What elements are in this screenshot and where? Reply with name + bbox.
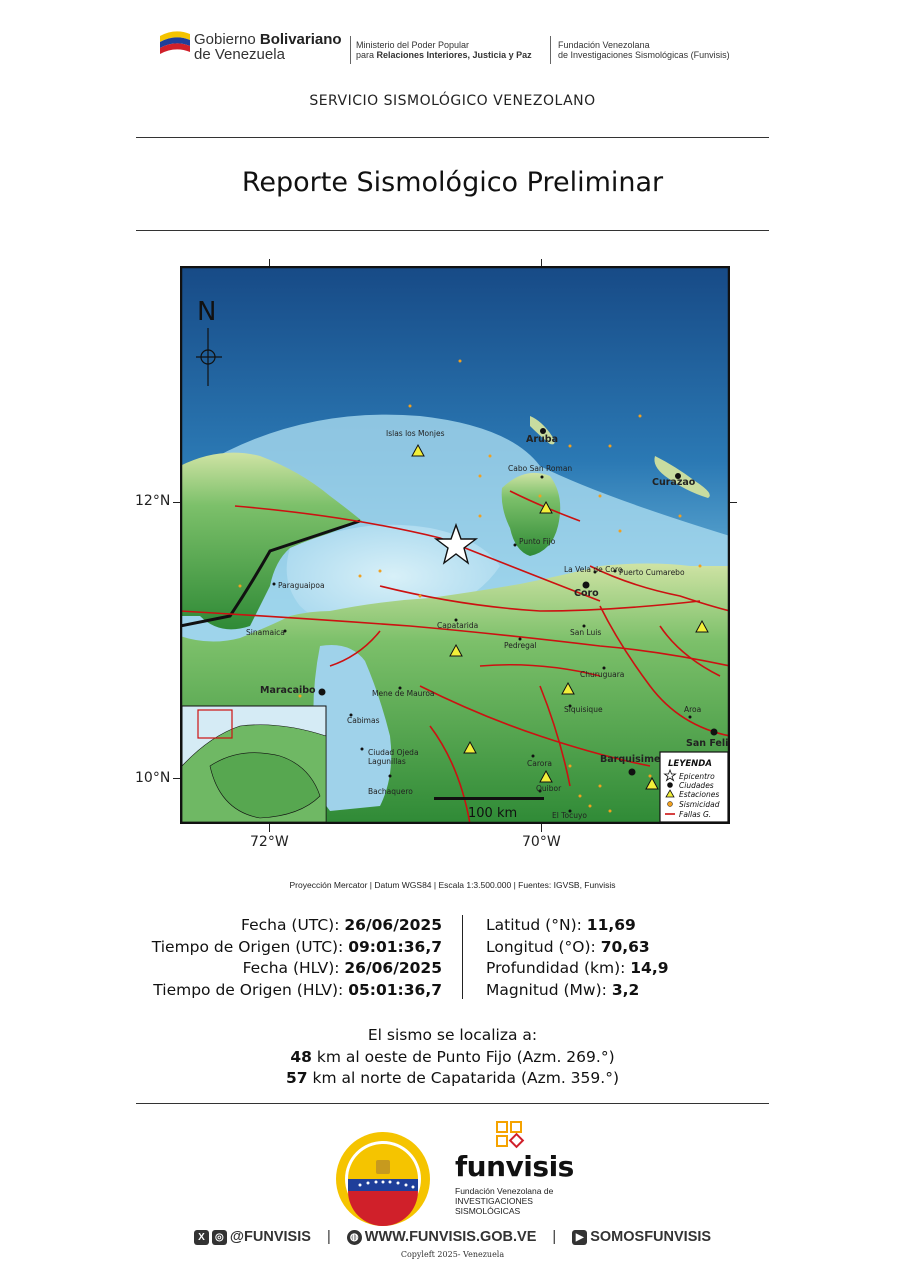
divider-top (136, 137, 769, 138)
divider-footer (136, 1103, 769, 1104)
youtube-link[interactable]: SOMOSFUNVISIS (590, 1229, 712, 1246)
header-divider (350, 36, 351, 64)
location-details (486, 915, 786, 1001)
label-la-vela: La Vela de Coro (564, 565, 623, 574)
latitud-value: 11,69 (586, 916, 636, 934)
inset-map (182, 706, 326, 822)
row-profundidad (486, 958, 786, 980)
tick-70w-bottom (541, 824, 542, 832)
legend-seismicity-icon (668, 802, 673, 807)
ref2-distance: 57 (286, 1069, 308, 1087)
youtube-icon[interactable]: ▶ (572, 1230, 587, 1245)
social-handle-link[interactable]: @FUNVISIS (229, 1229, 311, 1246)
ministry-line1: Ministerio del Poder Popular (356, 40, 470, 50)
label-islas-monjes: Islas los Monjes (386, 429, 445, 438)
lon-label-72w: 72°W (250, 834, 289, 850)
row-fecha-utc (100, 915, 442, 937)
foundation-line2: de Investigaciones Sismológicas (Funvisis) (558, 50, 730, 60)
profundidad-label: Profundidad (km): (486, 959, 631, 977)
label-capatarida: Capatarida (437, 621, 479, 630)
label-san-luis: San Luis (570, 628, 602, 637)
label-mene-mauroa: Mene de Mauroa (372, 689, 435, 698)
label-pedregal: Pedregal (504, 641, 537, 650)
label-curazao: Curazao (652, 477, 696, 488)
legend-item-sismicidad: Sismicidad (679, 800, 720, 809)
label-paraguaipoa: Paraguaipoa (278, 581, 325, 590)
details-divider (462, 915, 463, 999)
label-cabo-san-roman: Cabo San Roman (508, 464, 573, 473)
label-carora: Carora (527, 759, 553, 768)
label-el-tocuyo: El Tocuyo (552, 811, 588, 820)
ref1-distance: 48 (290, 1047, 312, 1066)
fecha-utc-label: Fecha (UTC): (241, 916, 345, 934)
row-fecha-hlv (100, 958, 442, 980)
government-name (194, 32, 342, 62)
ref2-text: km al norte de Capatarida (Azm. 359.°) (307, 1069, 619, 1087)
location-ref-2 (0, 1068, 905, 1090)
seismic-map (180, 266, 730, 824)
label-lagunillas: Lagunillas (368, 757, 406, 766)
funvisis-squares-icon (493, 1120, 529, 1152)
label-cabimas: Cabimas (347, 716, 380, 725)
label-quibor: Quibor (536, 784, 562, 793)
lat-label-12n: 12°N (135, 493, 171, 509)
magnitud-value: 3,2 (611, 980, 640, 999)
label-puerto-cumarebo: Puerto Cumarebo (619, 568, 685, 577)
fecha-hlv-label: Fecha (HLV): (242, 959, 345, 977)
fecha-utc-value: 26/06/2025 (344, 916, 442, 934)
funvisis-wordmark: funvisis (455, 1150, 574, 1183)
report-title: Reporte Sismológico Preliminar (241, 167, 664, 198)
legend-title: LEYENDA (668, 759, 712, 769)
row-magnitud (486, 980, 786, 1002)
funvisis-logo (455, 1120, 595, 1220)
legend-item-epicentro: Epicentro (679, 772, 715, 781)
x-icon[interactable]: X (194, 1230, 209, 1245)
gov-line1-a: Gobierno (194, 31, 260, 48)
label-sinamaica: Sinamaica (246, 628, 285, 637)
row-latitud (486, 915, 786, 937)
lat-label-10n: 10°N (135, 770, 171, 786)
ministry-seal-logo (334, 1130, 432, 1228)
funvisis-sub1: Fundación Venezolana de (455, 1186, 554, 1196)
location-intro: El sismo se localiza a: (367, 1026, 538, 1044)
social-links (0, 1229, 905, 1245)
copyleft: Copyleft 2025- Venezuela (400, 1250, 505, 1259)
header (158, 22, 758, 70)
website-link[interactable]: WWW.FUNVISIS.GOB.VE (364, 1229, 537, 1246)
divider-title (136, 230, 769, 231)
longitud-value: 70,63 (600, 937, 650, 956)
funvisis-sub2: INVESTIGACIONES SISMOLÓGICAS (455, 1196, 533, 1216)
map-caption: Proyección Mercator | Datum WGS84 | Escala 1:3.500.000 | Fuentes: IGVSB, Funvisis (289, 880, 616, 890)
legend-city-icon (667, 782, 673, 788)
origen-hlv-value: 05:01:36,7 (348, 980, 442, 999)
service-name: SERVICIO SISMOLÓGICO VENEZOLANO (309, 93, 596, 109)
north-label: N (197, 297, 217, 327)
foundation-name (558, 40, 730, 60)
ministry-line2-b: Relaciones Interiores, Justicia y Paz (376, 50, 532, 60)
magnitud-label: Magnitud (Mw): (486, 980, 612, 999)
origen-hlv-label: Tiempo de Origen (HLV): (153, 980, 349, 999)
gov-line2: de Venezuela (194, 46, 285, 63)
label-coro: Coro (574, 588, 599, 599)
location-ref-1 (0, 1047, 905, 1069)
latitud-label: Latitud (°N): (486, 916, 587, 934)
label-aruba: Aruba (526, 434, 559, 445)
ministry-line2-a: para (356, 50, 377, 60)
social-divider: | (326, 1229, 331, 1246)
row-longitud (486, 937, 786, 959)
fecha-hlv-value: 26/06/2025 (344, 959, 442, 977)
label-ciudad-ojeda: Ciudad Ojeda (368, 748, 419, 757)
label-aroa: Aroa (684, 705, 702, 714)
profundidad-value: 14,9 (630, 959, 669, 977)
web-icon: ◍ (347, 1230, 362, 1245)
legend-item-fallas: Fallas G. (679, 810, 712, 819)
social-divider-2: | (552, 1229, 557, 1246)
ministry-name (356, 40, 532, 60)
row-origen-utc (100, 937, 442, 959)
header-divider-2 (550, 36, 551, 64)
label-maracaibo: Maracaibo (260, 685, 316, 696)
venezuela-flag-logo (158, 28, 192, 58)
label-bachaquero: Bachaquero (368, 787, 413, 796)
location-summary (0, 1025, 905, 1090)
label-churuguara: Churuguara (580, 670, 625, 679)
tick-12n-right (729, 502, 737, 503)
legend-item-estaciones: Estaciones (679, 790, 720, 799)
foundation-line1: Fundación Venezolana (558, 40, 650, 50)
label-barquisimeto: Barquisime (600, 754, 661, 765)
row-origen-hlv (100, 980, 442, 1002)
lon-label-70w: 70°W (522, 834, 561, 850)
instagram-icon[interactable]: ◎ (212, 1230, 227, 1245)
gov-line1-b: Bolivariano (259, 31, 342, 48)
legend (660, 752, 728, 822)
ref1-text: km al oeste de Punto Fijo (Azm. 269.°) (311, 1047, 615, 1066)
label-punto-fijo: Punto Fijo (519, 537, 556, 546)
tick-72w-bottom (269, 824, 270, 832)
funvisis-subtitle (455, 1186, 595, 1216)
time-details (100, 915, 442, 1001)
longitud-label: Longitud (°O): (486, 937, 601, 956)
label-san-felipe: San Feli (686, 738, 729, 749)
label-siquisique: Siquisique (564, 705, 603, 714)
scale-label: 100 km (468, 806, 518, 821)
origen-utc-label: Tiempo de Origen (UTC): (151, 937, 349, 956)
origen-utc-value: 09:01:36,7 (348, 937, 442, 956)
legend-item-ciudades: Ciudades (679, 781, 714, 790)
